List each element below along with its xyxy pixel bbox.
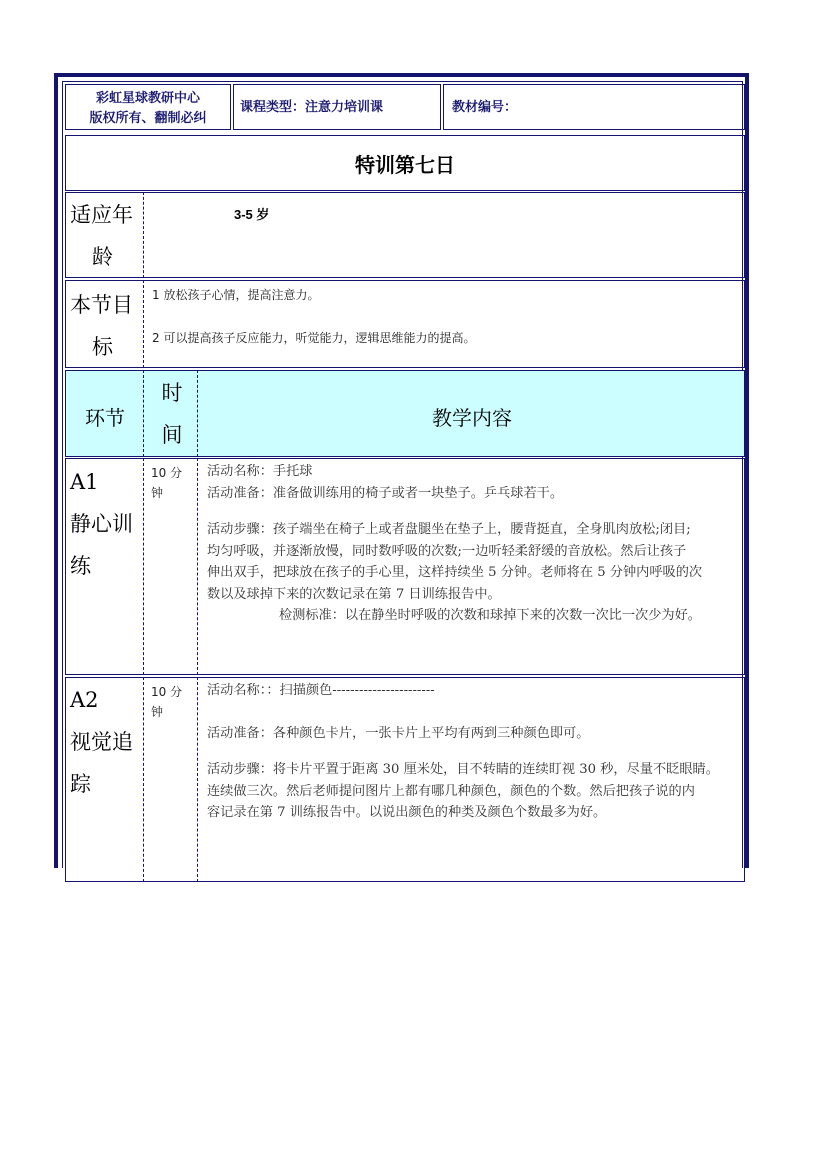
- section-label: A1 静心训 练: [70, 461, 144, 587]
- goal-row: [65, 280, 745, 368]
- age-label: 适应年 龄: [70, 203, 133, 269]
- section-row-a2: [65, 677, 745, 882]
- a2-col-divider-2: [197, 677, 198, 882]
- goal-label: 本节目 标: [70, 293, 133, 359]
- a1-col-divider-1: [143, 458, 144, 675]
- document-frame: [54, 73, 749, 868]
- material-number: 教材编号：: [452, 99, 518, 114]
- activity-prep: 活动准备：各种颜色卡片，一张卡片上平均有两到三种颜色即可。: [207, 725, 590, 741]
- section-code: A1: [70, 470, 99, 494]
- section-content: [207, 680, 747, 824]
- org-name: 彩虹星球教研中心: [95, 90, 200, 105]
- table-header-row: [65, 370, 745, 457]
- document-inner-frame: [62, 81, 743, 868]
- header-col-divider-1: [143, 370, 144, 457]
- header-col-divider-2: [197, 370, 198, 457]
- a1-col-divider-2: [197, 458, 198, 675]
- activity-prep: 活动准备：准备做训练用的椅子或者一块垫子。乒乓球若干。: [207, 485, 564, 501]
- age-col-divider: [143, 192, 144, 278]
- check-standard: 检测标准：以在静坐时呼吸的次数和球掉下来的次数一次比一次少为好。: [279, 608, 701, 623]
- age-row: [65, 192, 745, 278]
- header-material-no-cell: [443, 84, 745, 130]
- age-value: 3-5 岁: [234, 207, 270, 222]
- section-time: 10 分 钟: [151, 466, 183, 500]
- goal-item-2: 2 可以提高孩子反应能力，听觉能力，逻辑思维能力的提高。: [152, 331, 476, 345]
- a2-col-divider-1: [143, 677, 144, 882]
- course-type: 课程类型：注意力培训课: [240, 99, 384, 114]
- goal-col-divider: [143, 280, 144, 368]
- title-row: [65, 135, 745, 191]
- section-label: A2 视觉追 踪: [70, 679, 144, 805]
- section-row-a1: [65, 458, 745, 675]
- section-content: [207, 461, 747, 627]
- section-header: 环节: [85, 406, 125, 430]
- page-title: 特训第七日: [355, 153, 455, 177]
- content-header: 教学内容: [432, 406, 512, 430]
- time-header: 时 间: [161, 381, 183, 447]
- section-code: A2: [70, 688, 99, 712]
- activity-name: 活动名称：：扫描颜色-----------------------: [207, 683, 435, 698]
- activity-name: 活动名称：手托球: [207, 464, 313, 479]
- activity-steps: 活动步骤：孩子端坐在椅子上或者盘腿坐在垫子上，腰背挺直，全身肌肉放松;闭目; 均匀呼吸，并逐渐放慢，同时数呼吸的次数;一边听轻柔舒缓的音放松。然后让孩子 伸出双手，把球放在孩子的手心里，这样持续坐 5 分钟。老师将在 5 分钟内呼吸的次 数以及球掉下来的次数记录在第 7 日训练报告中。: [207, 522, 703, 602]
- activity-steps: 活动步骤：将卡片平置于距离 30 厘米处，目不转睛的连续盯视 30 秒，尽量不眨眼睛。 连续做三次。然后老师提问图片上都有哪几种颜色，颜色的个数。然后把孩子说的内 容记录在第 7 训练报告中。以说出颜色的种类及颜色个数最多为好。: [207, 762, 719, 820]
- header-org-cell: [65, 84, 231, 130]
- header-course-type-cell: [233, 84, 441, 130]
- copyright-notice: 版权所有、翻制必纠: [89, 110, 207, 125]
- section-time: 10 分 钟: [151, 685, 183, 719]
- goal-item-1: 1 放松孩子心情，提高注意力。: [152, 288, 320, 302]
